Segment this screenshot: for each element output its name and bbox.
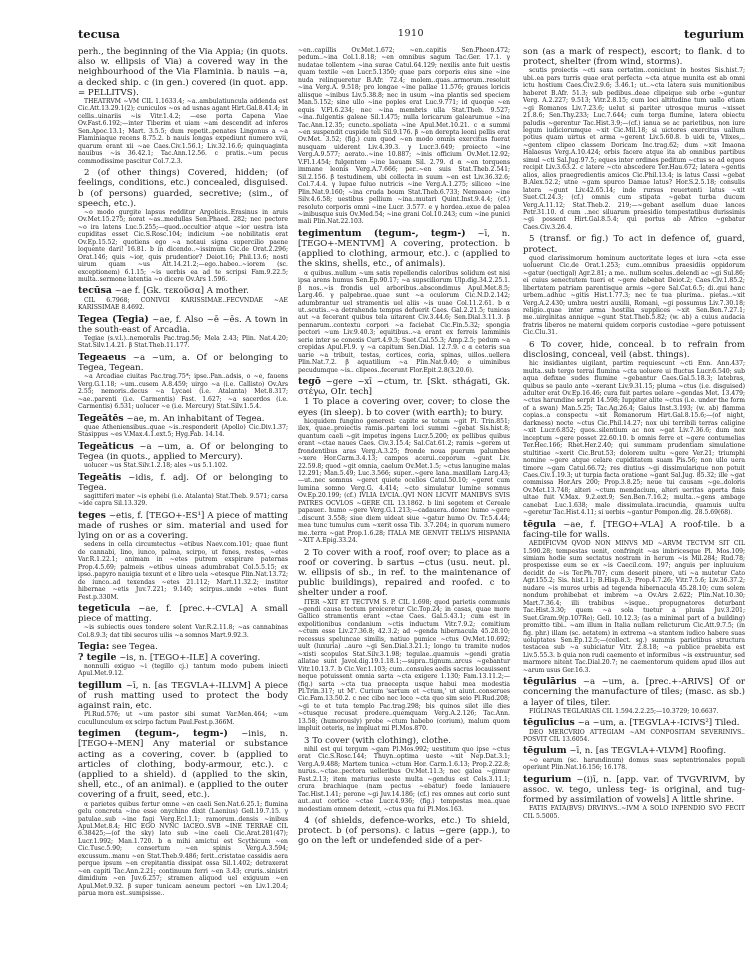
headword: tegimen (tegum-, tegm-) [78, 728, 228, 740]
entry-definition: ~idis, f. adj. Of or belonging to Tegea. [78, 472, 288, 493]
headword: tegō [298, 376, 321, 388]
citations: ~en..capillis Ov.Met.1.672; ~en..capitis Sen.Phoen.472; pedum..~ina Col.1.8.18; ~en omnibus sagum Tac.Ger. 17.1. γ nudatae tollentem ~ina surae Catul.64.129; nexilis ante fuit uestis quam textile ~en Lucr.5.1350; quae pars corporis eius sine ~ine nuda relinqueretur B.Afr. 72.4; molem..quas..armorum..resoluit ~ina Verg.A. 9.518; pro longae ~ine pallae 11.576; graues loricis aliisque ~inibus Liv.5.38.8; nec in usum ~ina plantis sed speciem Man.5.152; sine ullo ~ine poples erat Luc.9.771; id quoque ~en equis V.Fl.6.234; nec ~ina membris ulla Stat.Theb. 9.527; ~ina..fulgentis galeae Sil.1.475; nulla loricarum galearumue ~ina Tac.Ann.12.35; cuncto..spoliata ~ine Apul.Met.10.21. c α summi ~en suspendit cuspide teli Sil.9.176. β ~en derepta leoni pellis erat Ov.Met. 3.52; (fig.) cum quod ~en modo omnis exercitus fuerat nusquam uiderent Liv.4.39.3. γ Lucr.3.649; proiecto ~ine Verg.A.9.577; aerato..~ine 10.887; ~inis officium Ov.Met.12.92; V.Fl.1.454; fulgentem ~ine laeuam Sil. 2.79. d α ~en torquens immane leonis Verg.A.7.666; per..~en suis Stat.Theb.2.541; Sil.2.156. β testudinem, ubi collecta in suum ~en est Liv.36.32.6; Col.7.4.4. γ lupae fuluo nutricis ~ine Verg.A.1.275; siliceo ~ine Plin.Nat.9.160; ~ina cruda boum Stat.Theb.6.733; Nemeaeo ~ine Silv.4.6.58; uestibus pellium ~ina..mutari Quint.Inst.9.4.4; (cf.) resoluto corporis omni ~ine Lucr. 3.577. e γ hordea..exue de palea ~inibusque suis Ov.Med.54; ~ine grani Col.10.243; cum ~ine punici mali Plin.Nat.22.103. [298, 47, 510, 226]
headword: tēgula [523, 518, 557, 530]
entry-definition: ~(i)ī, n. [app. var. of TVGVRIVM, by assoc. w. tego, unless teg- is original, and tug- formed by assimilation of vowels] A little shrine. [523, 774, 745, 805]
citations: uolucer ~us Stat.Silv.1.2.18; ales ~us 5.1.102. [84, 462, 228, 470]
dictionary-entry [78, 729, 288, 800]
citations: THEATRVM ~VM CIL 1.1633.4; ~a..ambulatiuncula addenda est Cic.Att.13.29.1(2); cuniculos ~os ad usnas agant Hirt.Gal.8.41.4; in cellis..uinariis ~is Vitr.1.4.2; —ese porta Capena Viae Ov.Fast.6.192;—inter Tiberim et uiam ~am descendit ad inferos Sen.Apoc.13.1; Mart. 3.5.5; dum repetit..penates Lingonus a ~a Flaminiaque recens 8.75.2. b nauis longas expediunt numero xvii, quarum erant xii ~ae Caes.Civ.1.56.1; Liv.32.16.6; quinquaginta nauibus ~is 36.42.1; Tac.Ann.12.56. c pratis..~um pecus commodissime pascitur Col.7.2.3. [78, 98, 288, 165]
citations: nonnulli exiguo ~i (tegillo cj.) tantum modo pubem iniecti Apul.Met.9.12. [78, 662, 288, 678]
entry-definition: ~etis, f. [TEGO+-ES¹] A piece of matting made of rushes or sim. material and used for lying on or as a covering. [78, 510, 288, 542]
citations: sagittiferi mater ~is ephebi (i.e. Atalanta) Stat.Theb. 9.571; carsa ~ide capra Sil.13.329. [78, 492, 288, 508]
dictionary-entry [298, 377, 510, 397]
citations: ~o earum (sc. harundinum) domus suas septentrionales populi operiunt Plin.Nat.16.156; 16.178. [523, 756, 745, 772]
sense-definition: son (as a mark of respect), escort; to flank. d to protect, shelter (from wind, storms). [523, 47, 745, 68]
dictionary-entry [78, 414, 288, 424]
citations: α quibus..nullum ~um satis repellendis caloribus solidum est nisi ipsa arens humus Sen.Ep.90.17; ~a supsciliorum Ulp.dig.34.2.25.1. β nos..~is frondis uel arboribus..abscondimus Apul.Met.8.5; Larg.46. γ palpebrae..quae sunt ~a oculorum Cic.N.D.2.142; adumbrantur uel stramentis uel aliis ~is uuae Col.11.2.61. b α ut..scutis..~a detrahenda tempus defuerit Caes. Gal.2.21.5; tunicas aut ~a fecerant quibus tela uitarent Civ.3.44.6; Sen.Dial.3.11.3. β pennarum..contextu corpori ~a faciebat Cic.Fin.5.32; spongia pectori ~um Liv.9.40.3; equitibus..~a erant ex ferreis lamminis serie inter se conexis Curt.4.9.3; Suet.Cal.55.3; Amp.2.5; pedum ~a crepidas Apul.Fl.9. γ ~a capitum Sen.Dial. 12.7.9. c α ceteris sua uarie ~a tribuit, testas, cortices, coria, spinas, uillos..uellera Plin.Nat.7.2. β aquatilium ~a Plin.Nat.9.40; e uiminibus pecudumque ~is.. clipeos..fecerunt Flor.Epit.2.8(3.20.6). [298, 269, 510, 374]
right-guideword: tegurium [684, 27, 744, 41]
headword: ? tegile [78, 651, 117, 663]
citations: Pl.Rud.576; ut ~um pastor sibi sumat Var.Men.464; ~um cucullunculum ex scirpo factum Paul.Fest.p.366M. [78, 711, 288, 726]
dictionary-entry [78, 681, 288, 712]
headword: Tegeātis [78, 471, 122, 483]
entry-definition: ~ae, f. [TEGO+-VLA] A roof-tile. b a facing-tile for walls. [523, 519, 745, 540]
citations: DEO MERCVRIO ATTEGIAM ~AM CONPOSITAM SEVERINIVS.. POSVIT CIL 13.6054. [523, 728, 745, 743]
entry-definition: ~inis, n. [TEGO+-MEN] Any material or substance acting as a covering, cover. b (applied to articles of clothing, body-armour, etc.). c (applied to a shield). d (applied to the skin, shell, etc., of an animal). e (applied to the outer covering of a fruit, seed, etc.). [78, 729, 288, 801]
headword: Tegeaeus [78, 351, 127, 363]
sense-definition: 3 To cover (with clothing), clothe. [304, 735, 451, 746]
citations: FIGLINAS TEGLARIAS CIL 1.594.2.2.25;—10.3729; 10.6637. [529, 707, 719, 715]
citations: quae Atheniensibus..quae ~is..responderit (Apollo) Cic.Div.1.37; Stasippus ~es V.Max.4.1.ext.5; Hyg.Fab. 14.14. [78, 423, 288, 439]
headword: tegurium [523, 773, 572, 785]
dictionary-entry [523, 775, 745, 806]
sense-definition: 5 (transf. or fig.) To act in defence of, guard, protect. [523, 234, 745, 255]
dictionary-entry [523, 718, 745, 728]
page-number: 1910 [397, 28, 425, 39]
citations: FATIS FATA(BVS) DRVINVS..~IVM A SOLO INPENDIO SVO FECIT CIL 5.5005. [523, 805, 745, 820]
dictionary-entry [523, 520, 745, 540]
citations: ~o modo gurgite lapsus redditur Argolicis..Erasinus in aruis Ov.Met.15.275; norat ~as..medullas Sen.Phaed. 282; nec pectore ~o ira latens Luc.5.255;—quod..occultior atque ~ior uestra ista cupiditas esset Cic.S.Rosc.104; indicium ~ae nobilitatis erat Ov.Ep.15.52; quotiens ego ~a notaui signa supercilio paene loquente dari! 16.81. b in dicendo..~issimum Cic.de Orat.2.296; Orat.146; quis ~ior, quis prudentior? Deiot.16; Phil.13.6; nosti uirum quam ~us Att.14.21.2;—ego..habeo..~iorem (sc. exceptionem) 6.1.15; ~is uerbis ea ad te scripsi Fam.9.22.5; multa..sermone latentia ~o dicere Ov.Ars 1.596. [78, 208, 288, 283]
dictionary-entry [78, 473, 288, 493]
sense-definition: 1 To place a covering over, cover; to close the eyes (in sleep). b to cover (with earth); to bury. [298, 397, 510, 418]
citations: AEDIFICVM QVOD NON MINVS MD ~ARVM TECTVM SIT CIL 1.590.28; tempestas uenit, confringit ~as imbricesque Pl. Mos.109; simiam hodie sum sectatus nostram in herum ~is Mil.284; Rud.78; prospexisse eum se ex ~is Caecil.com. 197; anguis per inpluuium decidit de ~is Ter.Ph.707; cum deserit pinere, uti ~a mutetur Cato Agr.155.2; Sis. hist.11; B.Hisp.8.3; Prop.4.7.26; Vitr.7.5.6; Liv.36.37.2; nudare ~is muros urbis ad tegenda hibernacula 45.28.10; cum solem nondum prohibebat et imbrem ~a Ov.Ars 2.622; Plin.Nat.10.30; Mart.7.36.4; illi trabibus ~isque.. propugnatores deturbant Tac.Hist.3.30; quem ~a sola tuetur a pluuia Juv.3.201; Suet.Gram.9(p.107Re); Gell. 10.12.3; (as a minimal part of a building) promitto tibi.. ~am illum in Italia nullam relicturum Cic.Att.9.7.5; (in fig. phr.) illam (sc. aetatem) in extrema ~a stantem iudico habere suas uoluptates Sen.Ep.12.5;—(collect. sg.) summis parietibus structura testacea sub ~a subiciatur Vitr. 2.8.18; ~a publice praebita est Liv.5.55.3. b quia non rudi caemento et informibus ~is exstruuntur, sed marmore nitent Tac.Dial.20.7; ne caementorum quidem apud illos aut ~arum usus Ger.16.3. [523, 540, 745, 674]
entry-definition: ~ae, f. [prec.+-CVLA] A small piece of matting. [78, 604, 288, 625]
sense-definition: 6 To cover, hide, conceal. b to refrain from disclosing, conceal, veil (abst. things). [523, 339, 745, 360]
headword: tēgulārius [523, 676, 577, 688]
headword: teges [78, 509, 106, 521]
left-guideword: tecusa [78, 27, 120, 41]
headword: tēgulum [523, 745, 567, 757]
entry-definition: ~ī, n. [as TEGVLA+-VLVM] Roofing. [566, 746, 727, 757]
dictionary-entry [78, 604, 288, 624]
entry-definition: ~is, n. [TEGO+-ILE] A covering. [116, 652, 261, 663]
entry-definition: ~a ~um, a. Of or belonging to Tegea, Tegean. [78, 352, 288, 374]
headword: tēgulīcius [523, 717, 575, 729]
entry-definition: ~a ~um, a. [TEGVLA+-ICIVS²] Tiled. [574, 718, 740, 729]
headword: Tegeātēs [78, 412, 124, 424]
dictionary-entry [78, 653, 288, 663]
citations: hicquidem fungino generest: capite se totum ~git Pl. Trin.851; ilex, quae..proiectis ramis..partem loci summi ~gebat Sis.hist.8; quantum caeli ~git impetus ingens Lucr.5.200; ex pellibus quibus erant ~ctae naues Caes. Civ.3.15.4; Sal.Cat.61.2; ramis ~gerem ut frondentibus aras Verg.A.3.25; fronde noua puerum palumbes ~xere Hor.Carm.3.4.13; campos acerui..ceporum ~gunt Liv. 22.59.8; quod ~git omnia, caelum Ov.Met.1.5; ~ctus lanugine malas 12.291; Man.5.49; Luc.3.566; super..~gere lana..maxillam Larg.43;—ut..nec somnus ~geret quiete ocellos Catul.50.10; ~geret cum lumina somno Verg.G. 4.414; ~cto simulatur lumine somnus Ov.Ep.20.199; (cf.) IVLIA LVCIA..QVI NON LICVIT MANIBVS SVIS PATRES OCVLOS ~GERE CIL 13.1862. b lini segetem et Cereale papauer.. humo ~gere Verg.G.1.213;—cadauera..donec humo ~gere ..discunt 3.558; siue diem uideat siue ~gatur humo Ov. Tr.5.4.44; mea tunc tumulus cum ~xerit ossa Tib. 3.7.204; in quorum numero me..terra ~gat Prop.1.6.28; ITALA ME GENVIT TELLVS HISPANIA ~XIT A.Epig.33.24. [298, 417, 510, 545]
column-middle [298, 47, 510, 847]
sense-definition: 2 (of other things) Covered, hidden; (of feelings, conditions, etc.) concealed, disguised. b (of persons) guarded, secretive; (sim., of speech, etc.). [78, 168, 288, 209]
citations: ~is subiectis oues tondere solent Var.R.2.11.8; ~as cannabinas Col.8.9.3; dat tibi securos uilis ~a somnos Mart.9.92.3. [78, 624, 288, 639]
dictionary-entry [523, 677, 745, 708]
citations: scutis proiectis ~cti saxa certatim..coniciunt in hostes Sis.hist.7; ubi..ea pars turris quae erat perfecta ~cta atque munita est ab omni ictu hostium Caes.Civ.2.9.6; 3.46.1; ut..~cta latera suis munitionibus haberet B.Afr. 51.3; sub pedibus..deae clipeique sub orbe ~guntur Verg. A.2.227; 9.513; Vitr.2.8.15; cum loci altitudine tum uallo etiam ~gi Romanos Liv.7.23.6; uelut si pariter utrosque murus ~xisset 21.8.6; Sen.Thy.233; Luc.7.644; cum terga flumine, latera obiectu paludis ~gerentur Tac.Hist.3.9;—(cf.) ianua se ac parietibus, non iure legum iudiciorumque ~xit Cic.Mil.18; si uictores exercitus uallum potius quam uirtus et arma ~gerent Liv.5.60.8. b uidi te, Vlixes,.. ~gentem clipeo classem Doricam Inc.trag.62; dum ~xit Imaona Halaesus Verg.A.10.424; orbis facere atque ita ab omnibus partibus simul ~cti Sal.Jug.97.5; eques inter ordines peditum ~ctus se ad equos recipit Liv.3.63.2. c latere ~cto abscedere Ter.Hau.672; latera ~gentis alios, alios praegredientis amicos Cic.Phil.13.4; is latus Cassi ~gebat B.Alex.52.2; utne ~gam spurco Damae latus? Hor.S.2.5.18; consulis latera ~gunt Liv.42.65.14; inde rursus reuertenti latus ~xit Suet.Cl.24.3; (cf.) omnis cum stipata ~gebat turba ducum Verg.A.11.12; Stat.Theb.2. 219;—~gebant asellum duae lances Petr.31.10. d cum ..nec siluarum praesidio tempestatibus durissimis ~gi possent Hirt.Gal.8.5.4; qui portus ab Africo ~gebatur Caes.Civ.3.26.4. [523, 67, 745, 231]
headword: tecūsa [78, 285, 112, 297]
headword: Tegea (Tegia) [78, 313, 149, 325]
headword: Tegeāticus [78, 440, 134, 452]
column-right [523, 47, 745, 823]
dictionary-entry [523, 746, 745, 756]
entry-definition: ~ī, n. [TEGO+-MENTVM] A covering, protection. b (applied to clothing, armour, etc.). c (applied to the skins, shells, etc., of animals). [298, 228, 510, 270]
citations: α parietes quibus fertur omne ~en caeli Sen.Nat.6.25.1; flumina gelu concreta ~ine esse onychino dixit (Laenius) Gell.19.7.15. γ patulae..sub ~ine fagi Verg.Ecl.1.1; ramorum..densis ~inibus Apul.Met.8.4; HIC EGO NVNC IACEO..SVB ~INE TERRAE CIL 6.38425;—(of the sky) lato sub ~ine caeli Cic.Arat.281(47); Lucr.1.992; Man.1.720. b α mihi amictui est Scythicum ~en Cic.Tusc.5.90; consertum ~en spinis Verg.A.3.594; excussum..manu ~en Stat.Theb.9.486; ferit..cristatae cassidis aera perque ipsum ~en crepitantia dissipat ossa Sil.1.402; detraxerat ~en capiti Tac.Ann.2.21; continuum ferri ~en 3.43; cruris..sinistri dimidium ~en Juv.6.257; stramen aliquod uel exiguum ~en Apul.Met.9.32. β super tunicam aeneum pectori ~en Liv.1.20.4; parua mora est..sumpsisse.. [78, 800, 288, 898]
dictionary-entry [78, 353, 288, 373]
headword: Tegia: [78, 641, 110, 653]
citations: CIL 6.7968; CONIVGI KARISSIMAE..FECVNDAE ~AE KARISSIMAE 8.4692. [78, 296, 288, 312]
entry-definition: ~gere ~xī ~ctum, tr. [Skt. sthágati, Gk. στέγω, OIr. tech] [298, 377, 510, 398]
headword: tegetīcula [78, 603, 131, 615]
citations: ITER ~XIT ET TECTVM S. P. CIL 1.698; quod parietis communis ~gendi causa tectum proiceretur Cic.Top.24; in casas, quae more Gallico stramentis erant ~ctae Caes. Gal.5.43.1; cum est in expolitionibus condanium ~ctis inductum Vitr.7.9.2; comitium ~ctum esse Liv.27.36.8; 42.3.2; ad ~genda hibernacula 45.28.10; recessus speluncae similis, natiuo pumice ~ctus Ov.Met.10.692; uult (luxuria) ..auro ~gi Sen.Dial.3.21.1; longo tu tramite nudos ~xisti scopulos Stat.Silv.3.1.98; tegulae..quamuis ~gendi gratia allatae sunt Javol.dig.19.1.18.1;—supra..tignum..arcus ~gebantur Vitr.10.13.7. b Cic.Ver.1.103; cum..consules aedis sacras locauissent neque potuissent omnia sarta ~cta exigere 1.130; Fam.13.11.2;—(fig.) sarta ~cta tua praecepta usque habui mea modestia Pl.Trin.317; ut M'. Curium 'sartum et ~ctum,' ut aiunt..conserues Cic.Fam.13.50.2. c nec cibo nec loco ~cta quo sim seio Pl.Rud.208; ~gi te et tuta templo Pac.trag.298; bis quinos silet ille dies ~ctusque recusat prodere..quemquam Verg.A.2.126; Tac.Ann. 13.58; (humorously) probe ~ctum habebo (corium), malum quom impluit ceteris, ne impluat mi Pl.Mos.870. [298, 598, 510, 733]
headword: tegillum [78, 679, 122, 691]
entry-definition: see Tegea. [109, 642, 158, 653]
citations: Tegiae (s.v.l.)..nemoralis Pac.trag.56; Mela 2.43; Plin. Nat.4.20; Stat.Silv.1.4.21. β Stat.Theb.11.177. [78, 334, 288, 350]
sense-definition: 2 To cover with a roof, roof over; to place as a roof or covering. b sartus ~ctus (usu. neut. pl. w. ellipsis of sb., in ref. to the maintenance of public buildings), repaired and roofed. c to shelter under a roof. [298, 547, 510, 599]
citations: sedens in cella circumtectus ~etibus Naev.com.101; quae fiunt de cannabi, lino, iunco, palma, scirpo, ut funes, restes, ~etes Var.R.1.22.1; animam in ~etes putrem exspirare paternas Prop.4.5.69; palmeis ~etibus uineas adumbrabat Col.5.5.15; ex ipso..papyro nauigia texunt et e libro uela ~etesque Plin.Nat.13.72; de iunco..ad texendas ~etes 21.112; Mart.11.32.2; institor hibernae ~etis Juv.7.221; 9.140; scirpus..unde ~etes fiunt Fest.p.330M. [78, 541, 288, 601]
headword: tegimentum (tegum-, tegm-) [298, 227, 466, 239]
dictionary-entry [78, 511, 288, 542]
dictionary-entry [78, 286, 288, 296]
entry-definition: ~a ~um, a. [prec.+-ARIVS] Of or concerning the manufacture of tiles; (masc. as sb.) a layer of tiles, tiler. [523, 677, 745, 708]
citations: quod clarissimorum hominum auctoritate leges et iura ~cta esse uoluerunt Cic.de Orat.1.253; cum..omnibus praesidiis oppidorum ~gatur (uectigal) Agr.2.81; a me.. nullum scelus..delendi ac ~gi Sul.86; ei cuius senectutem tueri et ~gere debebat Deiot.2; Caes.Civ.1.85.2; libertatem patriam parentisque armis ~gere Sal.Cat.6.5; di..qui hanc urbem..adhuc ~gitis Hist.1.77.3; nec te tua plurima.. pietas..~xit Verg.A.2.430; umbra uestri auxilii, Romani, ~gi possumus Liv.7.30.18; religio..quae inter arma hostilia supplices ~xit Sen.Ben.7.27.1; me..uirginitas annique ~gunt Stat.Theb.5.82; (w. ab) a cuius audacia fratris liberos ne materni quidem corporis custodiae ~gere potuissent Cic.Clu.31. [523, 254, 745, 337]
entry-definition: ~ae f. [Gk. τεκοῦσα] A mother. [111, 286, 249, 297]
running-head [78, 27, 744, 43]
dictionary-entry [78, 315, 288, 335]
entry-definition: ~a ~um, a. Of or belonging to Tegea (in quots., applied to Mercury). [78, 441, 288, 462]
citations: ~a Arcadiae ciuitas Pac.trag.75*; ipse..Pan..adsis, o ~e, fauens Verg.G.1.18; ~um..cusem A.8.459; uirgo ~a (i.e. Callisto) Ov.Ars 2.55; nemoris..decus ~a Lycaei (i.e. Atalanta) Met.8.317; ~ae..parenti (i.e. Carmentis) Fast. 1.627; ~a sacerdos (i.e. Carmentis) 6.531; uolucer ~e (i.e. Mercury) Stat.Silv.1.5.4. [78, 373, 288, 411]
citations: hic insidiantes uigilant, partim requiescunt ~cti Enn. Ann.437; multa..sub tergo terrai flumina ~cta uoluere ui fluctus Lucr.6.540; sub aqua defixae sudes flumine ~gebantur Caes.Gal.5.18.3; latebras, quibus se paulo ante ~xerant Liv.9.31.15; pluma ~ctus (i.e. disguised) adulter erat Ov.Ep.16.46; cura fuit partes uelare ~gendas Met. 13.479; ~ctus harundine serpit 14.598; Iuppiter alite ~ctus (i.e. under the form of a swan) Man.5.25; Tac.Ag.26.4; Gaius Inst.3.193; (w. ab) flamma copias..a conspectu ~xit Romanorum Hirt.Gal.8.15.6;—(of night, darkness) nocte ~ctus Cic.Phil.14.27; nox ubi terribili terras caligine ~xit Lucr.6.852; quos..silentium ac nox ~gat Liv.7.36.6; dum nox inceptum ~gere posset 22.60.10. b omnis ferre et ~gere contumelias Ter.Hec.166; Rhet.Her.2.40; qui summam prudentiam simulatione stultitiae ~xerit Cic.Brut.53; dolorem uultu ~gere Ver.21; triumphi nomine ~gere atque celare cupiditatem suam Pis.56; non ullo uera timore ~gam Catul.66.72; res diutius ~gi dissimularique non potuit Caes.Civ.1.19.3; ut turpia facta oratione ~gant Sal.Jug. 85.32; ille ~gat commissa Hor.Ars 200; Prop.3.8.25; neue tui causam ~ge..doloris Ov.Met.13.748; alteri ~ctum mendacium, alteri ueritas aperta finis ultae fuit V.Max. 9.2.ext.9; Sen.Ben.7.16.2; multa..~gens ambage canebat Luc.1.638; male dissimulata..iracundia, quamuis uultu ~geretur Tac.Hist.4.11; si uerbis ~gantur Pompon.dig. 28.5.69(68). [523, 360, 745, 517]
column-left [78, 47, 288, 901]
sense-definition: 4 (of shields, defence-works, etc.) To shield, protect. b (of persons). c latus ~gere (app.), to go on the left or undefended side of a per- [298, 816, 510, 847]
entry-definition: ~ae, m. An inhabitant of Tegea. [123, 413, 265, 424]
citations: nihil est qui tergum ~gam Pl.Mos.992; uestitum quo ipse ~ctus erat Cic.S.Rosc.144; Thuyn..optima ueste ~xit Nep.Dat.3.1; Verg.A.9.488; Martem tunica ~ctum Hor. Carm.1.6.13; Prop.2.22.8; nurus..~ctae..pectora uelleribus Ov.Met.11.3; nec galea ~gimur Fast.2.13; item maturius ueste multa ~gendus est Cels.3.11.1; crura brachiaque (nam pectus ~ebatur) foede laniauere Tac.Hist.1.41; perone ~gi Juv.14.186; (cf.) res omnes aut corio sunt aut..aut cortice ~ctae Lucr.4.936; (fig.) tempestas mea..quae modestiam omnem detexit, ~ctus qua fui Pl.Mos.163. [298, 745, 510, 813]
dictionary-entry [78, 442, 288, 462]
entry-definition: ~ī, n. [as TEGVLA+-ILLVM] A piece of rush matting used to protect the body against rain, etc. [78, 680, 288, 712]
entry-definition: ~ae, f. Also ~ē ~ēs. A town in the south-east of Arcadia. [78, 314, 289, 335]
sense-definition: perh., the beginning of the Via Appia; (in quots. also w. ellipsis of Via) a covered way in the neighbourhood of the Via Flaminia. b nauis ~a, a decked ship. c (in gen.) covered (in quot. app. = PELLITVS). [78, 47, 288, 98]
dictionary-entry [298, 229, 510, 270]
